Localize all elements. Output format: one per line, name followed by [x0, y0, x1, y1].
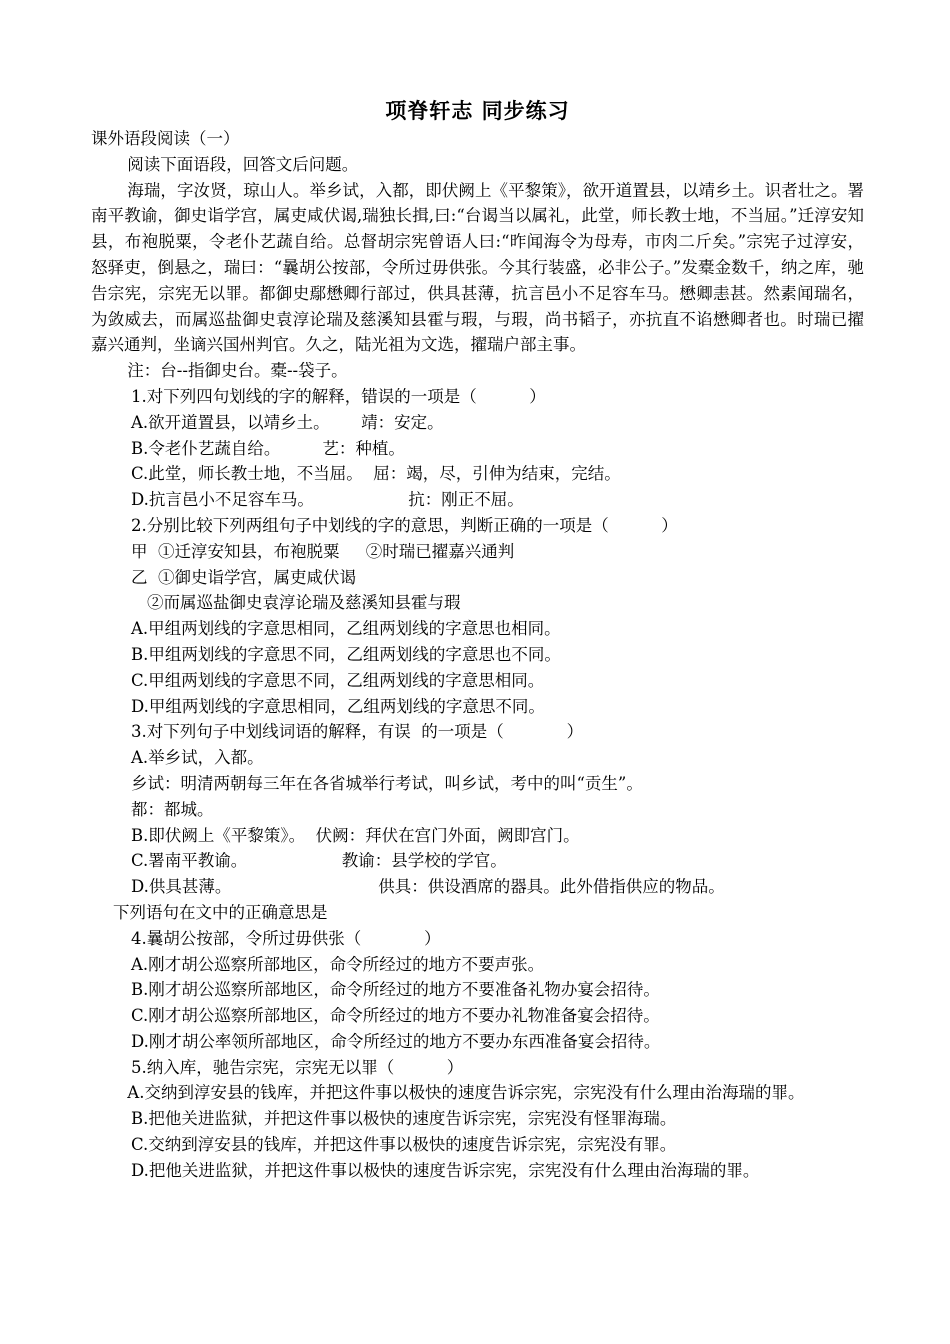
question-stem: 4.曩胡公按部，令所过毋供张（ ） — [131, 928, 441, 948]
option-a: A.举乡试，入都。 — [131, 748, 264, 768]
option-a-note-1: 乡试：明清两朝每三年在各省城举行考试，叫乡试，考中的叫“贡生”。 — [131, 773, 643, 793]
option-a: A.刚才胡公巡察所部地区，命令所经过的地方不要声张。 — [131, 954, 545, 974]
option-b: B.把他关进监狱，并把这件事以极快的速度告诉宗宪，宗宪没有怪罪海瑞。 — [131, 1109, 677, 1129]
question-5 — [91, 1055, 864, 1184]
option-b: B.刚才胡公巡察所部地区，命令所经过的地方不要准备礼物办宴会招待。 — [131, 980, 660, 1000]
question-stem: 2.分别比较下列两组句子中划线的字的意思，判断正确的一项是（ ） — [131, 515, 678, 535]
question-3 — [91, 719, 864, 900]
group-jia: 甲 ①迁淳安知县，布袍脱粟 ②时瑞已擢嘉兴通判 — [131, 541, 515, 561]
question-1 — [91, 384, 864, 513]
question-stem: 1.对下列四句划线的字的解释，错误的一项是（ ） — [131, 386, 546, 406]
document-title: 项脊轩志 同步练习 — [385, 99, 570, 123]
option-b: B.令老仆艺蔬自给。 艺：种植。 — [131, 438, 405, 458]
sub-heading: 下列语句在文中的正确意思是 — [113, 902, 328, 922]
option-c: C.刚才胡公巡察所部地区，命令所经过的地方不要办礼物准备宴会招待。 — [131, 1006, 660, 1026]
instruction: 阅读下面语段，回答文后问题。 — [127, 154, 359, 174]
option-a: A.甲组两划线的字意思相同，乙组两划线的字意思也相同。 — [131, 619, 561, 639]
passage: 海瑞，字汝贤，琼山人。举乡试，入都，即伏阙上《平黎策》，欲开道置县，以靖乡土。识者壮之。署南平教谕，御史诣学宫，属吏咸伏谒,瑞独长揖,曰:“台谒当以属礼，此堂，师长教士地，不当屈。”迁淳安知县，布袍脱粟，令老仆艺蔬自给。总督胡宗宪曾语人曰:“昨闻海令为母寿，市肉二斤矣。”宗宪子过淳安，怒驿吏，倒悬之，瑞曰：“曩胡公按部，令所过毋供张。今其行装盛，必非公子。”发橐金数千，纳之库，驰告宗宪，宗宪无以罪。都御史鄢懋卿行部过，供具甚薄，抗言邑小不足容车马。懋卿恚甚。然素闻瑞名，为敛威去，而属巡盐御史袁淳论瑞及慈溪知县霍与瑕，与瑕，尚书韬子，亦抗直不谄懋卿者也。时瑞已擢嘉兴通判，坐谪兴国州判官。久之，陆光祖为文选，擢瑞户部主事。 — [91, 180, 864, 355]
group-yi-1: 乙 ①御史诣学宫，属吏咸伏谒 — [131, 567, 356, 587]
option-d: D.供具甚薄。 供具：供设酒席的器具。此外借指供应的物品。 — [131, 877, 725, 897]
option-c: C.署南平教谕。 教谕：县学校的学官。 — [131, 851, 507, 871]
option-b: B.即伏阙上《平黎策》。 伏阙：拜伏在宫门外面，阙即宫门。 — [131, 825, 580, 845]
option-c: C.甲组两划线的字意思不同，乙组两划线的字意思相同。 — [131, 670, 545, 690]
passage-note: 注：台--指御史台。橐--袋子。 — [127, 361, 348, 381]
option-d: D.甲组两划线的字意思相同，乙组两划线的字意思不同。 — [131, 696, 545, 716]
option-d: D.刚才胡公率领所部地区，命令所经过的地方不要办东西准备宴会招待。 — [131, 1031, 661, 1051]
option-c: C.此堂，师长教士地，不当屈。 屈：竭，尽，引伸为结束，完结。 — [131, 464, 621, 484]
question-stem: 5.纳入库，驰告宗宪，宗宪无以罪（ ） — [131, 1057, 464, 1077]
question-stem: 3.对下列句子中划线词语的解释，有误 的一项是（ ） — [131, 722, 584, 742]
option-d: D.把他关进监狱，并把这件事以极快的速度告诉宗宪，宗宪没有什么理由治海瑞的罪。 — [131, 1160, 760, 1180]
option-a-note-2: 都：都城。 — [131, 799, 214, 819]
option-d: D.抗言邑小不足容车马。 抗：刚正不屈。 — [131, 490, 524, 510]
option-a: A.交纳到淳安县的钱库，并把这件事以极快的速度告诉宗宪，宗宪没有什么理由治海瑞的罪。 — [127, 1083, 805, 1103]
option-b: B.甲组两划线的字意思不同，乙组两划线的字意思也不同。 — [131, 644, 561, 664]
option-a: A.欲开道置县，以靖乡土。 靖：安定。 — [131, 412, 444, 432]
option-c: C.交纳到淳安县的钱库，并把这件事以极快的速度告诉宗宪，宗宪没有罪。 — [131, 1135, 677, 1155]
question-4 — [91, 926, 864, 1055]
section-heading: 课外语段阅读（一） — [91, 129, 240, 148]
group-yi-2: ②而属巡盐御史袁淳论瑞及慈溪知县霍与瑕 — [147, 593, 461, 613]
question-2 — [91, 513, 864, 719]
